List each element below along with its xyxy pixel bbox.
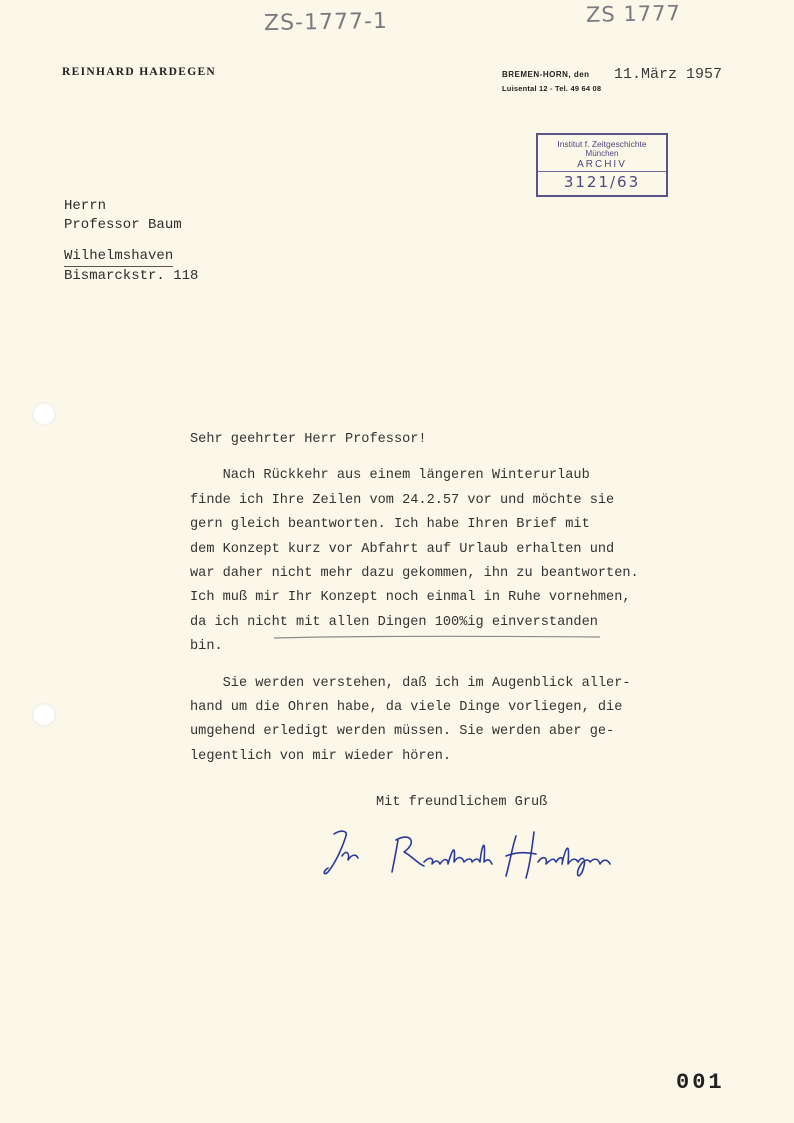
body-line: gern gleich beantworten. Ich habe Ihren Brief mit — [190, 517, 590, 533]
letter-body — [190, 428, 650, 769]
signature — [320, 822, 620, 897]
stamp-number: 3121/63 — [538, 171, 666, 191]
letter-date: 11.März 1957 — [614, 66, 723, 83]
letterhead-address: Luisental 12 - Tel. 49 64 08 — [502, 84, 602, 93]
body-line: Ich muß mir Ihr Konzept noch einmal in Ruhe vornehmen, — [190, 590, 631, 606]
archive-ref-handwritten-right: ZS 1777 — [585, 1, 682, 27]
stamp-institute: Institut f. Zeitgeschichte — [557, 139, 647, 149]
recipient-street: Bismarckstr. 118 — [64, 268, 199, 284]
body-line: war daher nicht mehr dazu gekommen, ihn zu beantworten. — [190, 566, 639, 582]
body-line: Nach Rückkehr aus einem längeren Winterurlaub — [190, 468, 590, 484]
punch-hole-bottom — [32, 703, 56, 727]
body-line: finde ich Ihre Zeilen vom 24.2.57 vor und möchte sie — [190, 492, 615, 508]
punch-hole-top — [32, 402, 56, 426]
body-line: Sie werden verstehen, daß ich im Augenblick aller- — [190, 675, 631, 691]
letterhead-name: REINHARD HARDEGEN — [62, 66, 217, 78]
body-line: dem Konzept kurz vor Abfahrt auf Urlaub erhalten und — [190, 541, 615, 557]
body-line: da ich nicht mit allen Dingen 100%ig einverstanden — [190, 614, 598, 630]
letterhead-place: BREMEN-HORN, den — [502, 70, 590, 79]
body-line: bin. — [190, 639, 223, 655]
archive-ref-handwritten-center: ZS-1777-1 — [263, 8, 389, 37]
body-line: hand um die Ohren habe, da viele Dinge vorliegen, die — [190, 700, 623, 716]
greeting: Sehr geehrter Herr Professor! — [190, 432, 427, 447]
closing-greeting: Mit freundlichem Gruß — [376, 795, 548, 810]
page-number: 001 — [676, 1070, 725, 1095]
recipient-salutation: Herrn — [64, 198, 107, 214]
recipient-name: Professor Baum — [64, 217, 182, 233]
recipient-city: Wilhelmshaven — [64, 247, 173, 267]
paragraph-2 — [190, 672, 650, 770]
stamp-archive: ARCHIV — [577, 159, 627, 170]
pencil-underline — [272, 634, 602, 640]
recipient-address — [64, 197, 198, 286]
paragraph-1 — [190, 464, 650, 659]
archive-stamp — [536, 133, 668, 197]
body-line: umgehend erledigt werden müssen. Sie werden aber ge- — [190, 724, 615, 740]
signature-drawing — [320, 822, 620, 892]
body-line: legentlich von mir wieder hören. — [190, 748, 452, 764]
stamp-city: München — [585, 149, 619, 158]
